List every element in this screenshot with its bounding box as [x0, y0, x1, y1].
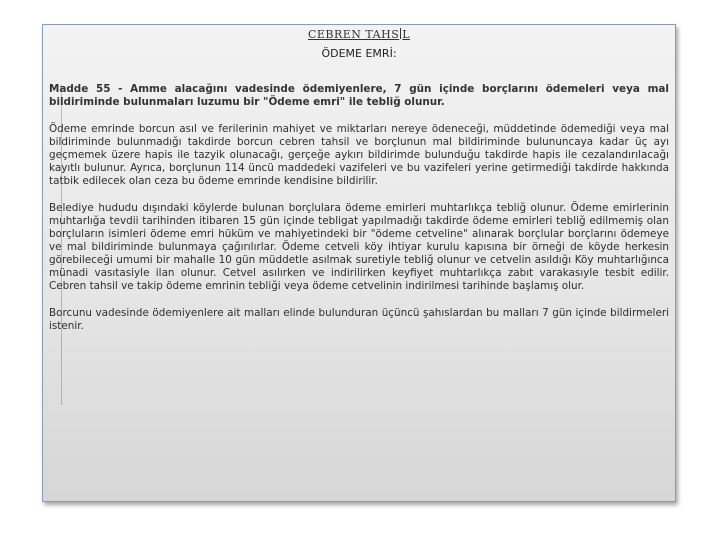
document-slide	[42, 24, 676, 502]
paragraph-3: Belediye hududu dışındaki köylerde bulunan borçlulara ödeme emirleri muhtarlıkça tebliğ olunur. Ödeme emirlerinin muhtarlığa tevdii tarihinden itibaren 15 gün içinde tebligat yapılmadığı takdirde ödeme emirleri tebliğ edilmemiş olan borçluların isimleri ödeme emri hüküm ve mahiyetindeki bir "ödeme cetveline" alınarak borçlular borçlarını ödemeye ve mal bildiriminde bulunmaya çağırılırlar. Ödeme cetveli köy ihtiyar kurulu kapısına bir örneği de köyde herkesin görebileceği umumi bir mahalle 10 gün müddetle asılmak suretiyle tebliğ olunur ve cetvelin asıldığı Köy muhtarlığınca münadi vasıtasiyle ilan olunur. Cetvel asılırken ve indirilirken keyfiyet muhtarlıkça zabıt varakasıyle tesbit edilir. Cebren tahsil ve takip ödeme emrinin tebliği veya ödeme cetvelinin indirilmesi tarihinde başlamış olur.	[49, 202, 669, 292]
document-heading	[43, 28, 675, 41]
heading-part-1: CEBREN TAHS	[307, 28, 400, 41]
document-subheading: ÖDEME EMRİ:	[321, 47, 397, 60]
paragraph-1: Madde 55 - Amme alacağını vadesinde ödemiyenlere, 7 gün içinde borçlarını ödemeleri veya mal bildiriminde bulunmaları luzumu bir "Ödeme emri" ile tebliğ olunur.	[49, 83, 669, 108]
heading-part-2: L	[402, 28, 411, 41]
paragraph-4: Borcunu vadesinde ödemiyenlere ait malları elinde bulunduran üçüncü şahıslardan bu malları 7 gün içinde bildirmeleri istenir.	[49, 307, 669, 332]
paragraph-2: Ödeme emrinde borcun asıl ve ferilerinin mahiyet ve miktarları nereye ödeneceği, müddetinde ödemediği veya mal bildiriminde bulunmadığı takdirde borcun cebren tahsil ve borçlunun mal bildiriminde bulununcaya kadar üç ayı geçmemek üzere hapis ile tazyik olunacağı, gerçeğe aykırı bildirimde bulunduğu takdirde hapis ile cezalandırılacağı kayıtlı bulunur. Ayrıca, borçlunun 114 üncü maddedeki vazifeleri ve bu vazifeleri yerine getirmediği takdirde hakkında tatbik edilecek olan ceza bu ödeme emrinde kendisine bildirilir.	[49, 123, 669, 187]
document-body	[49, 83, 669, 347]
